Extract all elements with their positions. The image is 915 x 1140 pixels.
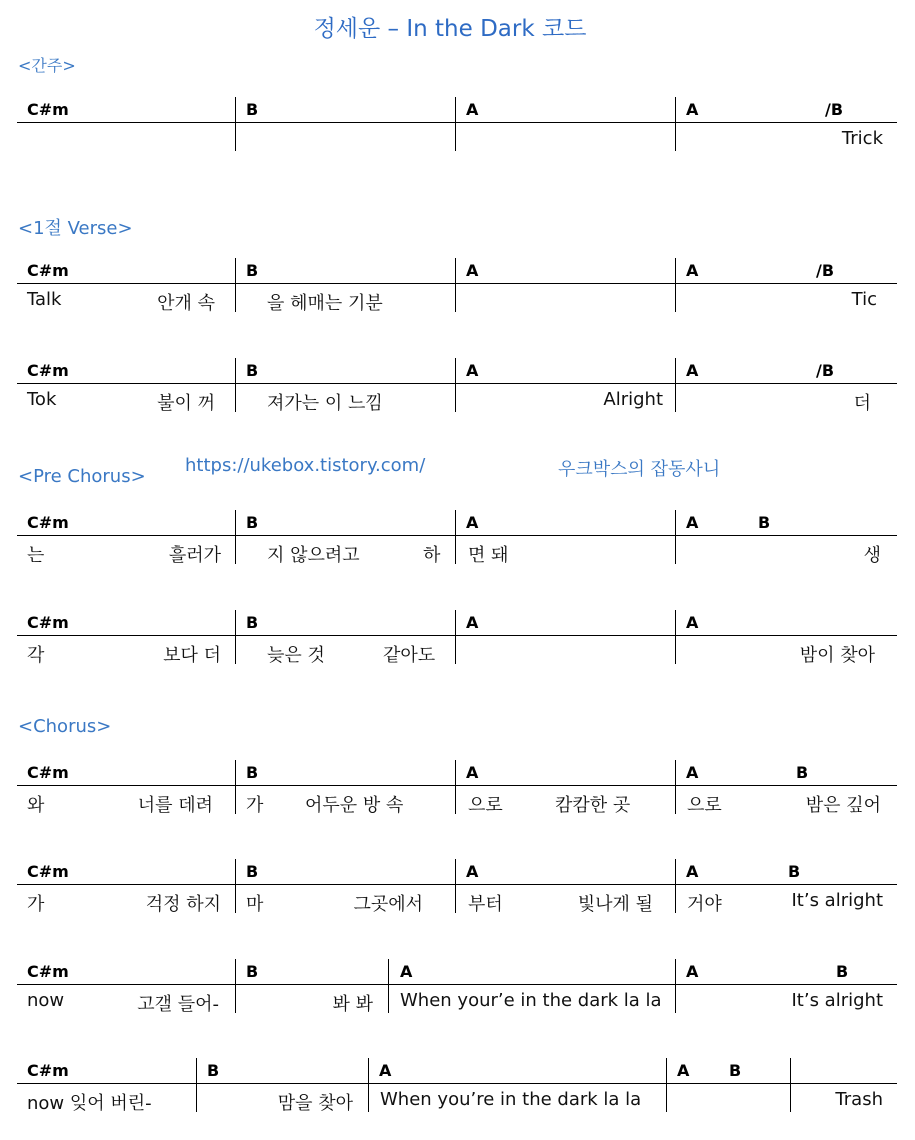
chord-row <box>17 1060 897 1114</box>
chord: C#m <box>27 513 69 532</box>
bar-line <box>666 1058 667 1112</box>
chord-row <box>17 961 897 1015</box>
chord: /B <box>816 261 835 280</box>
section-intro: <간주> <box>18 56 76 75</box>
lyric: When you’re in the dark la la <box>380 1089 642 1110</box>
chord: A <box>677 1061 690 1080</box>
bar-line <box>675 959 676 1013</box>
chord: A <box>466 100 479 119</box>
chord: B <box>246 361 259 380</box>
row-rule <box>17 122 897 123</box>
chord: A <box>686 361 699 380</box>
bar-line <box>235 760 236 814</box>
lyric: Trick <box>841 128 883 149</box>
lyric: Alright <box>603 389 663 410</box>
lyric: 가 <box>246 795 264 816</box>
bar-line <box>235 610 236 664</box>
chord: C#m <box>27 962 69 981</box>
row-rule <box>17 1083 897 1084</box>
lyric: Trash <box>835 1089 883 1110</box>
chord-row <box>17 861 897 915</box>
lyric: 각 <box>27 645 45 666</box>
bar-line <box>455 358 456 412</box>
lyric: now 잊어 버린- <box>27 1093 152 1114</box>
chord: A <box>686 613 699 632</box>
lyric: 와 <box>27 795 45 816</box>
lyric: 그곳에서 <box>353 894 423 915</box>
chord: A <box>466 513 479 532</box>
lyric: 보다 더 <box>163 645 221 666</box>
lyric: 져가는 이 느낌 <box>267 393 383 414</box>
lyric: 부터 <box>468 894 503 915</box>
lyric: When your’e in the dark la la <box>400 990 662 1011</box>
lyric: 맘을 찾아 <box>277 1093 353 1114</box>
row-rule <box>17 283 897 284</box>
lyric: 고갤 들어- <box>137 994 219 1015</box>
chord: B <box>246 962 259 981</box>
bar-line <box>455 610 456 664</box>
row-rule <box>17 635 897 636</box>
lyric: 마 <box>246 894 264 915</box>
row-rule <box>17 984 897 985</box>
chord-row <box>17 260 897 314</box>
chord: A <box>400 962 413 981</box>
lyric: 늦은 것 <box>267 645 325 666</box>
bar-line <box>675 510 676 564</box>
chord: B <box>788 862 801 881</box>
chord: B <box>729 1061 742 1080</box>
chord: B <box>246 261 259 280</box>
lyric: 봐 봐 <box>332 994 373 1015</box>
chord: A <box>686 261 699 280</box>
chord: B <box>246 100 259 119</box>
lyric: 을 헤매는 기분 <box>267 293 383 314</box>
lyric: 불이 꺼 <box>157 393 215 414</box>
lyric: 빛나게 될 <box>577 894 653 915</box>
bar-line <box>455 510 456 564</box>
lyric: 어두운 방 속 <box>305 795 404 816</box>
bar-line <box>388 959 389 1013</box>
row-rule <box>17 383 897 384</box>
bar-line <box>368 1058 369 1112</box>
chord: B <box>207 1061 220 1080</box>
bar-line <box>790 1058 791 1112</box>
chord-row <box>17 762 897 816</box>
page-title: 정세운 – In the Dark 코드 <box>313 16 587 42</box>
chord: B <box>836 962 849 981</box>
lyric: 하 <box>423 545 441 566</box>
lyric: Talk <box>27 289 62 310</box>
chord-row <box>17 612 897 666</box>
chord: C#m <box>27 613 69 632</box>
chord-row <box>17 360 897 414</box>
chord: B <box>246 763 259 782</box>
bar-line <box>455 859 456 913</box>
lyric: 면 돼 <box>468 545 509 566</box>
chord: A <box>686 513 699 532</box>
bar-line <box>235 97 236 151</box>
bar-line <box>235 859 236 913</box>
lyric: 으로 <box>687 795 722 816</box>
lyric: 밤은 깊어 <box>805 795 881 816</box>
bar-line <box>675 610 676 664</box>
bar-line <box>675 859 676 913</box>
chord: /B <box>816 361 835 380</box>
lyric: Tok <box>27 389 57 410</box>
lyric: 지 않으려고 <box>267 545 360 566</box>
lyric: 생 <box>863 545 881 566</box>
bar-line <box>235 258 236 312</box>
lyric: Tic <box>851 289 877 310</box>
lyric: 걱정 하지 <box>145 894 221 915</box>
chord: A <box>466 862 479 881</box>
bar-line <box>675 258 676 312</box>
lyric: 거야 <box>687 894 722 915</box>
row-rule <box>17 535 897 536</box>
chord: C#m <box>27 862 69 881</box>
chord: A <box>686 100 699 119</box>
chord: A <box>466 261 479 280</box>
chord: A <box>686 763 699 782</box>
section-verse: <1절 Verse> <box>18 218 133 239</box>
lyric: 안개 속 <box>157 293 215 314</box>
chord: B <box>758 513 771 532</box>
chord: B <box>246 613 259 632</box>
section-pre-chorus: <Pre Chorus> <box>18 466 146 487</box>
chord: C#m <box>27 361 69 380</box>
lyric: 는 <box>27 545 45 566</box>
lyric: 흘러가 <box>168 545 221 566</box>
chord: C#m <box>27 261 69 280</box>
lyric: now <box>27 990 65 1011</box>
row-rule <box>17 884 897 885</box>
chord: A <box>466 613 479 632</box>
chord-row <box>17 99 897 149</box>
chord: A <box>686 962 699 981</box>
section-chorus: <Chorus> <box>18 716 112 737</box>
lyric: 같아도 <box>383 645 436 666</box>
chord: A <box>466 763 479 782</box>
chord: B <box>246 862 259 881</box>
bar-line <box>235 510 236 564</box>
bar-line <box>235 959 236 1013</box>
blog-name: 우크박스의 잡동사니 <box>558 459 721 480</box>
chord: B <box>246 513 259 532</box>
bar-line <box>455 258 456 312</box>
chord: B <box>796 763 809 782</box>
lyric: 밤이 찾아 <box>799 645 875 666</box>
bar-line <box>196 1058 197 1112</box>
lyric: 더 <box>853 393 871 414</box>
blog-url[interactable]: https://ukebox.tistory.com/ <box>185 455 426 476</box>
bar-line <box>675 358 676 412</box>
lyric: It’s alright <box>791 890 883 911</box>
bar-line <box>235 358 236 412</box>
chord: A <box>379 1061 392 1080</box>
bar-line <box>455 97 456 151</box>
bar-line <box>455 760 456 814</box>
lyric: It’s alright <box>791 990 883 1011</box>
lyric: 으로 <box>468 795 503 816</box>
chord: C#m <box>27 1061 69 1080</box>
bar-line <box>675 760 676 814</box>
chord: A <box>686 862 699 881</box>
bar-line <box>675 97 676 151</box>
lyric: 캄캄한 곳 <box>555 795 631 816</box>
chord: C#m <box>27 100 69 119</box>
lyric: 너를 데려 <box>137 795 213 816</box>
chord-row <box>17 512 897 566</box>
chord: /B <box>825 100 844 119</box>
lyric: 가 <box>27 894 45 915</box>
row-rule <box>17 785 897 786</box>
chord: C#m <box>27 763 69 782</box>
chord: A <box>466 361 479 380</box>
